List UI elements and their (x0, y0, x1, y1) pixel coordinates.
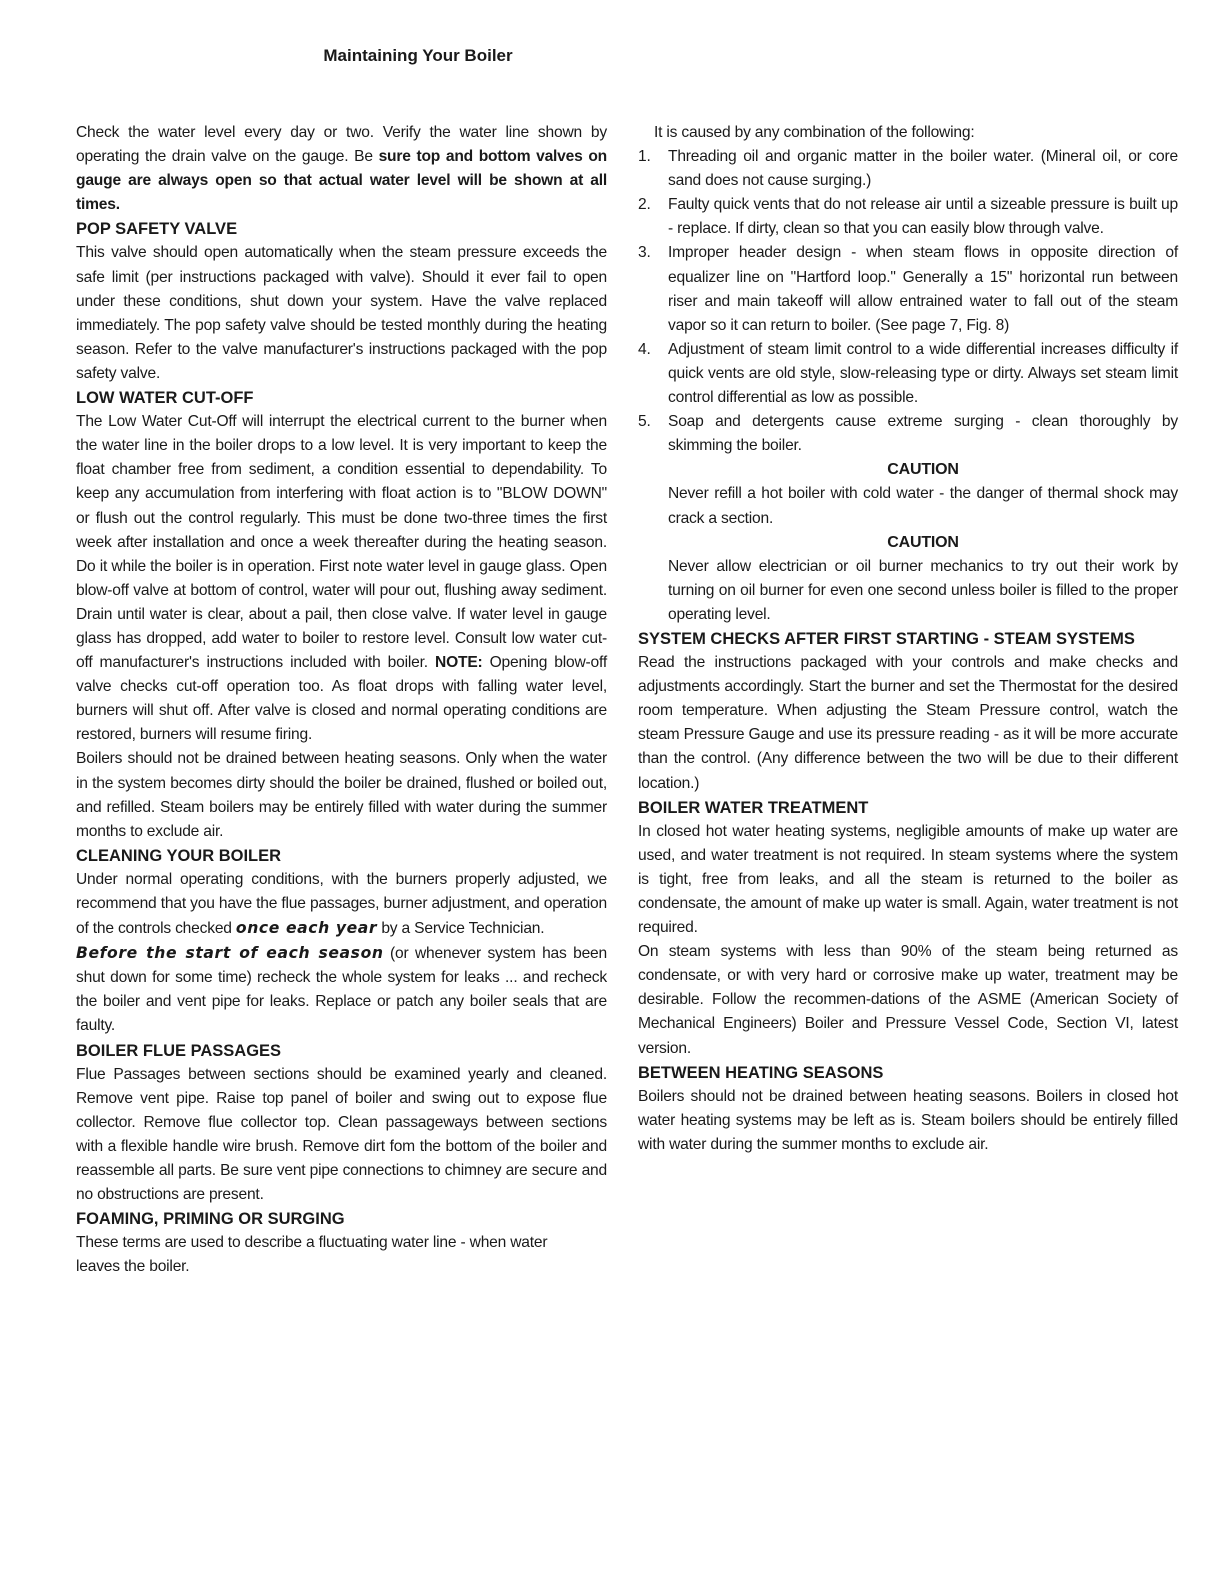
cleaning-heading: CLEANING YOUR BOILER (76, 846, 282, 865)
water-treatment-body-1: In closed hot water heating systems, negligible amounts of make up water are used, and water treatment is not required. In steam systems where the system is tight, free from leaks, and all the steam is returned to the boiler as condensate, the amount of make up water is small. Again, water treatment is not required. (638, 822, 1178, 937)
note-text: Opening blow-off valve checks cut-off operation too. As float drops with falling water level, burners will shut off. After valve is closed and normal operating conditions are restored, burners will resume firing. (76, 654, 608, 744)
cleaning-text-3: (or whenever system has been shut down for some time) recheck the whole system for leaks ... and recheck the boiler and vent pipe for leaks. Replace or patch any boiler seals that are faulty. (76, 945, 607, 1035)
cleaning-emphasis-2: Before the start of each season (76, 944, 384, 963)
right-column (638, 121, 1178, 1157)
list-item (638, 241, 1178, 337)
low-water-body: The Low Water Cut-Off will interrupt the electrical current to the burner when the water line in the boiler drops to a low level. It is very important to keep the float chamber free from sediment, a condition essential to dependability. To keep any accumulation from interfering with float action is to "BLOW DOWN" or flush out the control regularly. This must be done two-three times the first week after installation and once a week thereafter during the heating season. Do it while the boiler is in operation. First note water level in gauge glass. Open blow-off valve at bottom of control, water will pour out, flushing away sediment. Drain until water is clear, about a pail, then close valve. If water level in gauge glass has dropped, add water to boiler to restore level. Consult low water cut-off manufacturer's instructions included with boiler. (76, 413, 607, 672)
cleaning-paragraph-2 (76, 941, 607, 1038)
page-title: Maintaining Your Boiler (323, 46, 513, 65)
note-label: NOTE: (435, 654, 483, 672)
foaming-heading: FOAMING, PRIMING OR SURGING (76, 1210, 345, 1229)
list-item-number: 5. (638, 413, 651, 431)
flue-heading: BOILER FLUE PASSAGES (76, 1041, 282, 1060)
water-level-text: Check the water level every day or two. Verify the water line shown by operating the drain valve on the gauge. Be (76, 124, 607, 166)
pop-safety-body: This valve should open automatically when the steam pressure exceeds the safe limit (per instructions packaged with valve). Should it ever fail to open under these conditions, shut down your system. Have the valve replaced immediately. The pop safety valve should be tested monthly during the heating season. Refer to the valve manufacturer's instructions packaged with the pop safety valve. (76, 244, 607, 382)
water-treatment-body-2: On steam systems with less than 90% of the steam being returned as condensate, or with very hard or corrosive make up water, treatment may be desirable. Follow the recommen-dations of the ASME (American Society of Mechanical Engineers) Boiler and Pressure Vessel Code, Section VI, latest version. (638, 943, 1178, 1057)
list-item-text: Threading oil and organic matter in the boiler water. (Mineral oil, or core sand does not cause surging.) (668, 148, 1178, 190)
list-item-number: 4. (638, 340, 651, 358)
list-item-text: Soap and detergents cause extreme surging - clean thoroughly by skimming the boiler. (668, 413, 1178, 455)
cleaning-emphasis-1: once each year (235, 919, 378, 938)
list-item (638, 145, 1178, 193)
caution-title-2: CAUTION (887, 533, 959, 551)
caution-text-1: Never refill a hot boiler with cold water - the danger of thermal shock may crack a section. (668, 485, 1178, 527)
water-level-paragraph (76, 121, 607, 217)
flue-body: Flue Passages between sections should be examined yearly and cleaned. Remove vent pipe. Raise top panel of boiler and swing out to expose flue collector. Remove flue collector top. Clean passageways between sections with a flexible handle wire brush. Remove dirt fom the bottom of the boiler and reassemble all parts. Be sure vent pipe connections to chimney are secure and no obstructions are present. (76, 1065, 607, 1204)
water-level-warning: sure top and bottom valves on gauge are always open so that actual water level will be shown at all times. (76, 148, 608, 214)
list-item-text: Adjustment of steam limit control to a wide differential increases difficulty if quick vents are old style, slow-releasing type or dirty. Always set steam limit control differential as low as possible. (668, 340, 1178, 407)
cleaning-text-1: Under normal operating conditions, with the burners properly adjusted, we recommend that you have the flue passages, burner adjustment, and operation of the controls checked (76, 870, 607, 938)
causes-list (638, 145, 1178, 458)
caution-title-1: CAUTION (887, 461, 959, 479)
low-water-heading: LOW WATER CUT-OFF (76, 389, 254, 408)
list-item (638, 410, 1178, 458)
water-treatment-heading: BOILER WATER TREATMENT (638, 798, 869, 817)
low-water-paragraph (76, 410, 607, 747)
cleaning-text-2: by a Service Technician. (377, 920, 545, 938)
between-seasons-body: Boilers should not be drained between heating seasons. Boilers in closed hot water heating systems may be left as is. Steam boilers should be entirely filled with water during the summer months to exclude air. (638, 1087, 1178, 1153)
drain-paragraph: Boilers should not be drained between heating seasons. Only when the water in the system becomes dirty should the boiler be drained, flushed or boiled out, and refilled. Steam boilers may be entirely filled with water during the summer months to exclude air. (76, 750, 607, 840)
system-checks-body: Read the instructions packaged with your controls and make checks and adjustments accordingly. Start the burner and set the Thermostat for the desired room temperature. When adjusting the Steam Pressure control, watch the steam Pressure Gauge and use its pressure reading - as it will be more accurate than the control. (Any difference between the two will be due to their different location.) (638, 654, 1178, 792)
system-checks-heading: SYSTEM CHECKS AFTER FIRST STARTING - STEAM SYSTEMS (638, 629, 1135, 648)
cleaning-paragraph-1 (76, 868, 607, 941)
list-item-number: 2. (638, 196, 651, 214)
list-item (638, 338, 1178, 410)
between-seasons-heading: BETWEEN HEATING SEASONS (638, 1063, 884, 1082)
list-item-text: Improper header design - when steam flows in opposite direction of equalizer line on "Hartford loop." Generally a 15" horizontal run between riser and main takeoff will allow entrained water to fall out of the steam vapor so it can return to boiler. (See page 7, Fig. 8) (668, 244, 1178, 334)
left-column (76, 121, 607, 1280)
list-item-number: 1. (638, 148, 651, 166)
pop-safety-heading: POP SAFETY VALVE (76, 220, 238, 239)
list-item (638, 193, 1178, 241)
caution-text-2: Never allow electrician or oil burner mechanics to try out their work by turning on oil burner for even one second unless boiler is filled to the proper operating level. (668, 557, 1178, 623)
foaming-body: These terms are used to describe a fluctuating water line - when water leaves the boiler. (76, 1234, 548, 1276)
list-item-text: Faulty quick vents that do not release air until a sizeable pressure is built up - replace. If dirty, clean so that you can easily blow through valve. (668, 196, 1178, 238)
list-item-number: 3. (638, 244, 651, 262)
causes-intro: It is caused by any combination of the following: (654, 124, 975, 141)
